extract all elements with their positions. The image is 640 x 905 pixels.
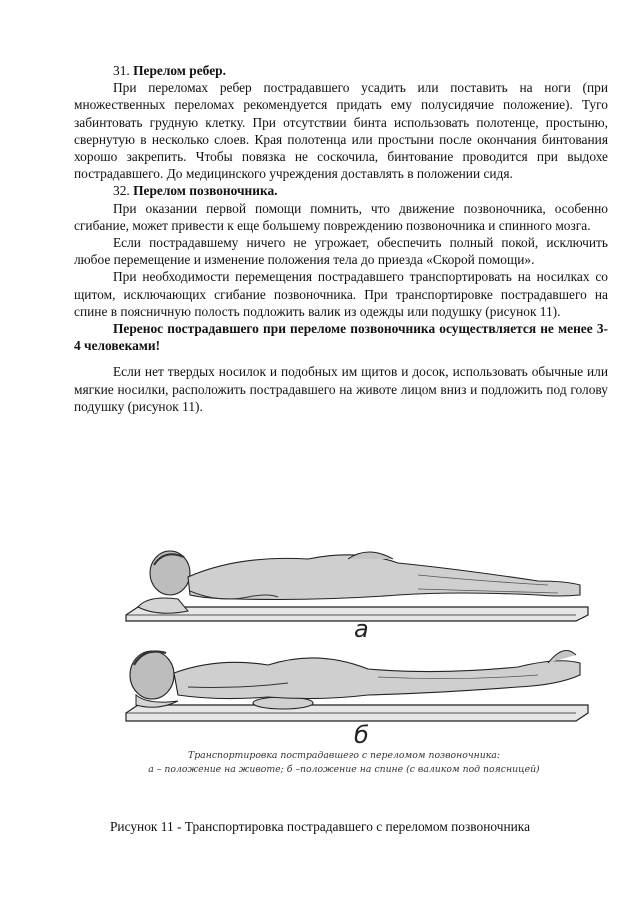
figure-inner-caption-line-2: а – положение на животе; б –положение на спине (с валиком под поясницей) (148, 764, 540, 775)
section-32-paragraph-4: Если нет твердых носилок и подобных им щитов и досок, использовать обычные или мягкие носилки, расположить пострадавшего на животе лицом вниз и подложить под голову подушку (рисунок 11). (74, 364, 608, 414)
section-32-paragraph-3: При необходимости перемещения пострадавшего транспортировать на носилках со щитом, исключающих сгибание позвоночника. При транспортировке пострадавшего на спине в поясничную полость подложить валик из одежды или подушку (рисунок 11). (74, 269, 608, 319)
section-31-number: 31. (113, 63, 130, 78)
section-32-heading (74, 182, 608, 199)
figure-caption: Рисунок 11 - Транспортировка пострадавшего с переломом позвоночника (109, 819, 531, 834)
section-31-heading (74, 62, 608, 79)
section-32-paragraph-1: При оказании первой помощи помнить, что движение позвоночника, особенно сгибание, может привести к еще большему повреждению позвоночника и спинного мозга. (74, 200, 608, 233)
supine-figure-b (126, 651, 588, 722)
figure-label-b: б (354, 721, 369, 749)
prone-figure-a (126, 551, 588, 621)
body-text (74, 62, 608, 415)
section-32-number: 32. (113, 183, 130, 199)
section-31-title: Перелом ребер. (133, 63, 226, 78)
section-31-paragraph: При переломах ребер пострадавшего усадить или поставить на ноги (при множественных переломах рекомендуется придать ему полусидячие положение). Туго забинтовать грудную клетку. При отсутствии бинта использовать полотенце, простыню, свернутую в несколько слоев. Края полотенца или простыни после окончания бинтования хорошо закрепить. Чтобы повязка не соскочила, бинтование проводится при выдохе пострадавшего. До медицинского учреждения доставлять в положении сидя. (74, 80, 608, 182)
figure-inner-caption-line-1: Транспортировка пострадавшего с переломом позвоночника: (188, 750, 500, 761)
figure-label-a: а (354, 615, 369, 643)
warning-paragraph: Перенос пострадавшего при переломе позвоночника осуществляется не менее 3-4 человеками! (74, 321, 608, 354)
section-32-paragraph-2: Если пострадавшему ничего не угрожает, обеспечить полный покой, исключить любое перемещение и изменение положения тела до приезда «Скорой помощи». (74, 235, 608, 268)
figure-illustration (118, 525, 598, 790)
figure-drawing (118, 525, 598, 790)
section-32-title: Перелом позвоночника. (133, 183, 278, 199)
